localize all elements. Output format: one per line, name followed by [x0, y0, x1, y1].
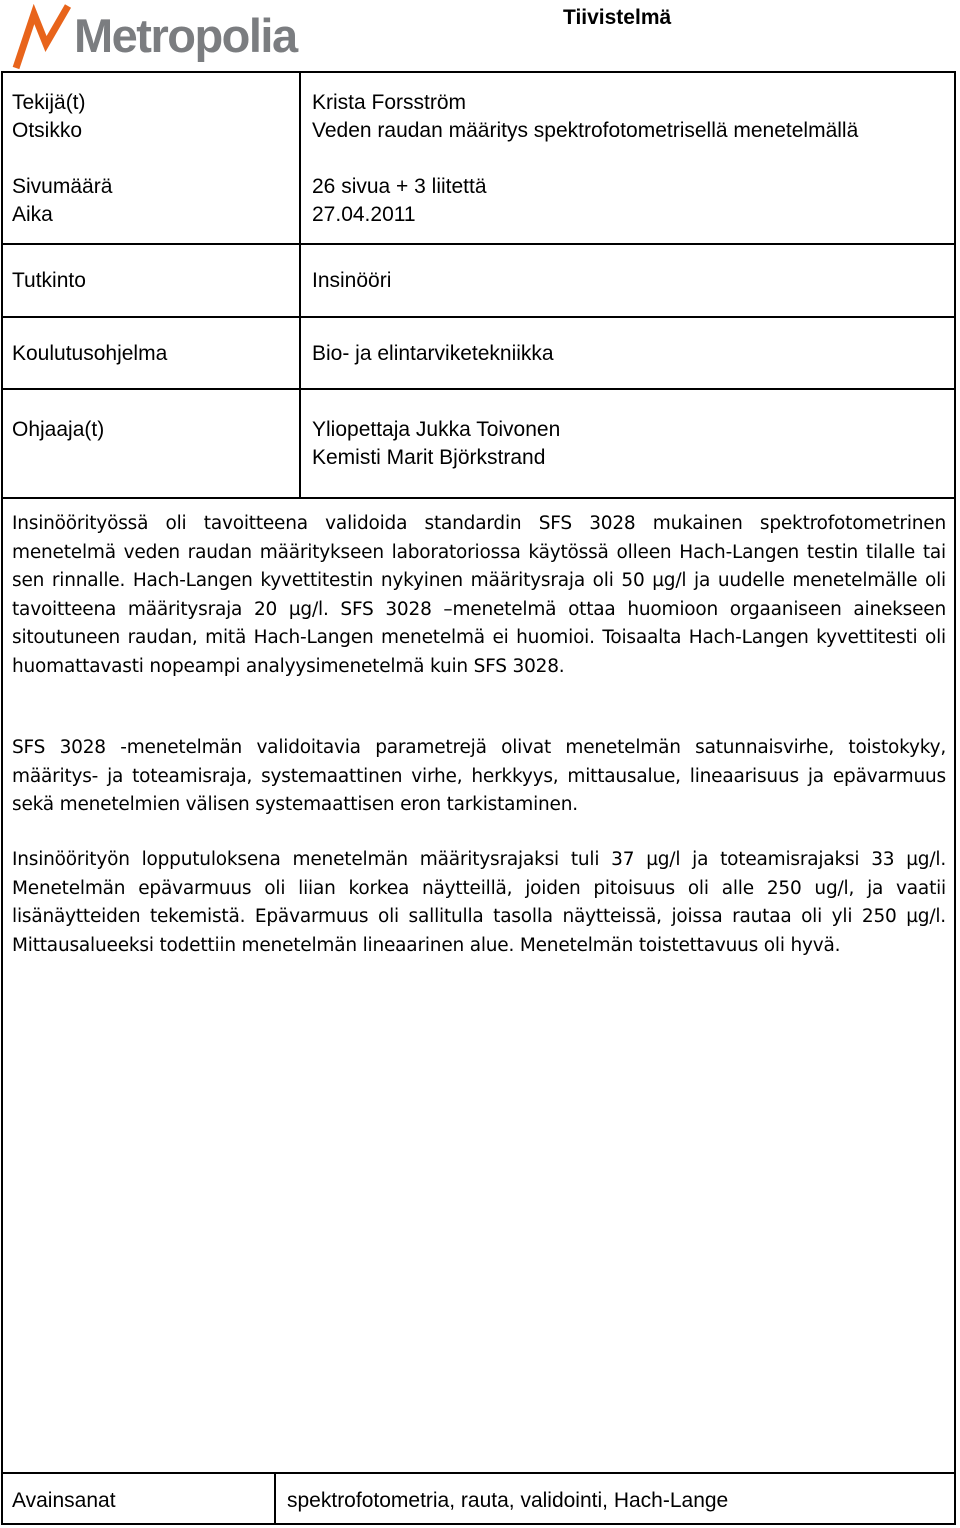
- degree-label: Tutkinto: [12, 269, 86, 292]
- title-label: Otsikko: [12, 119, 83, 142]
- logo-mark-icon: [10, 4, 76, 70]
- abstract-paragraph-2: SFS 3028 -menetelmän validoitavia parametrejä olivat menetelmän satunnaisvirhe, toistokyky, määritys- ja toteamisraja, systemaattinen virhe, herkkyys, mittausalue, lineaarisuus ja epävarmuus sekä menetelmien välisen systemaattisen eron tarkistaminen.: [12, 737, 946, 815]
- date-value: 27.04.2011: [312, 203, 416, 226]
- row-divider: [1, 497, 956, 499]
- programme-value: Bio- ja elintarviketekniikka: [312, 342, 554, 365]
- degree-value: Insinööri: [312, 269, 392, 292]
- document-type-heading: Tiivistelmä: [563, 6, 672, 29]
- pages-value: 26 sivua + 3 liitettä: [312, 175, 487, 198]
- supervisor-1: Yliopettaja Jukka Toivonen: [312, 418, 561, 441]
- info-table-column-divider: [299, 71, 301, 499]
- row-divider: [1, 316, 956, 318]
- logo-wordmark: Metropolia: [74, 9, 297, 62]
- row-divider: [1, 243, 956, 245]
- pages-label: Sivumäärä: [12, 175, 113, 198]
- date-label: Aika: [12, 203, 53, 226]
- author-value: Krista Forsström: [312, 91, 467, 114]
- keywords-label: Avainsanat: [12, 1489, 116, 1512]
- metropolia-logo: [10, 4, 320, 70]
- title-value: Veden raudan määritys spektrofotometrisellä menetelmällä: [312, 119, 859, 142]
- keywords-value: spektrofotometria, rauta, validointi, Hach-Lange: [287, 1489, 729, 1512]
- keywords-column-divider: [274, 1472, 276, 1525]
- abstract-paragraph-3: Insinöörityön lopputuloksena menetelmän määritysrajaksi tuli 37 µg/l ja toteamisrajaksi 33 µg/l. Menetelmän epävarmuus oli liian korkea näytteillä, joiden pitoisuus oli alle 250 ug/l, ja vaatii lisänäytteiden tekemistä. Epävarmuus oli sallitulla tasolla näytteissä, joissa rautaa oli yli 250 µg/l. Mittausalueeksi todettiin menetelmän lineaarinen alue. Menetelmän toistettavuus oli hyvä.: [12, 849, 946, 956]
- keywords-divider: [1, 1472, 956, 1474]
- row-divider: [1, 388, 956, 390]
- abstract-paragraph-1: Insinöörityössä oli tavoitteena validoida standardin SFS 3028 mukainen spektrofotometrinen menetelmä veden raudan määritykseen laboratoriossa käytössä olleen Hach-Langen testin tilalle tai sen rinnalle. Hach-Langen kyvettitestin nykyinen määritysraja oli 50 µg/l ja uudelle menetelmälle oli tavoitteena määritysraja 20 µg/l. SFS 3028 –menetelmä ottaa huomioon orgaaniseen ainekseen sitoutuneen raudan, mitä Hach-Langen menetelmä ei huomioi. Toisaalta Hach-Langen kyvettitesti oli huomattavasti nopeampi analyysimenetelmä kuin SFS 3028.: [12, 513, 946, 677]
- supervisors-label: Ohjaaja(t): [12, 418, 105, 441]
- author-label: Tekijä(t): [12, 91, 86, 114]
- supervisor-2: Kemisti Marit Björkstrand: [312, 446, 546, 469]
- programme-label: Koulutusohjelma: [12, 342, 168, 365]
